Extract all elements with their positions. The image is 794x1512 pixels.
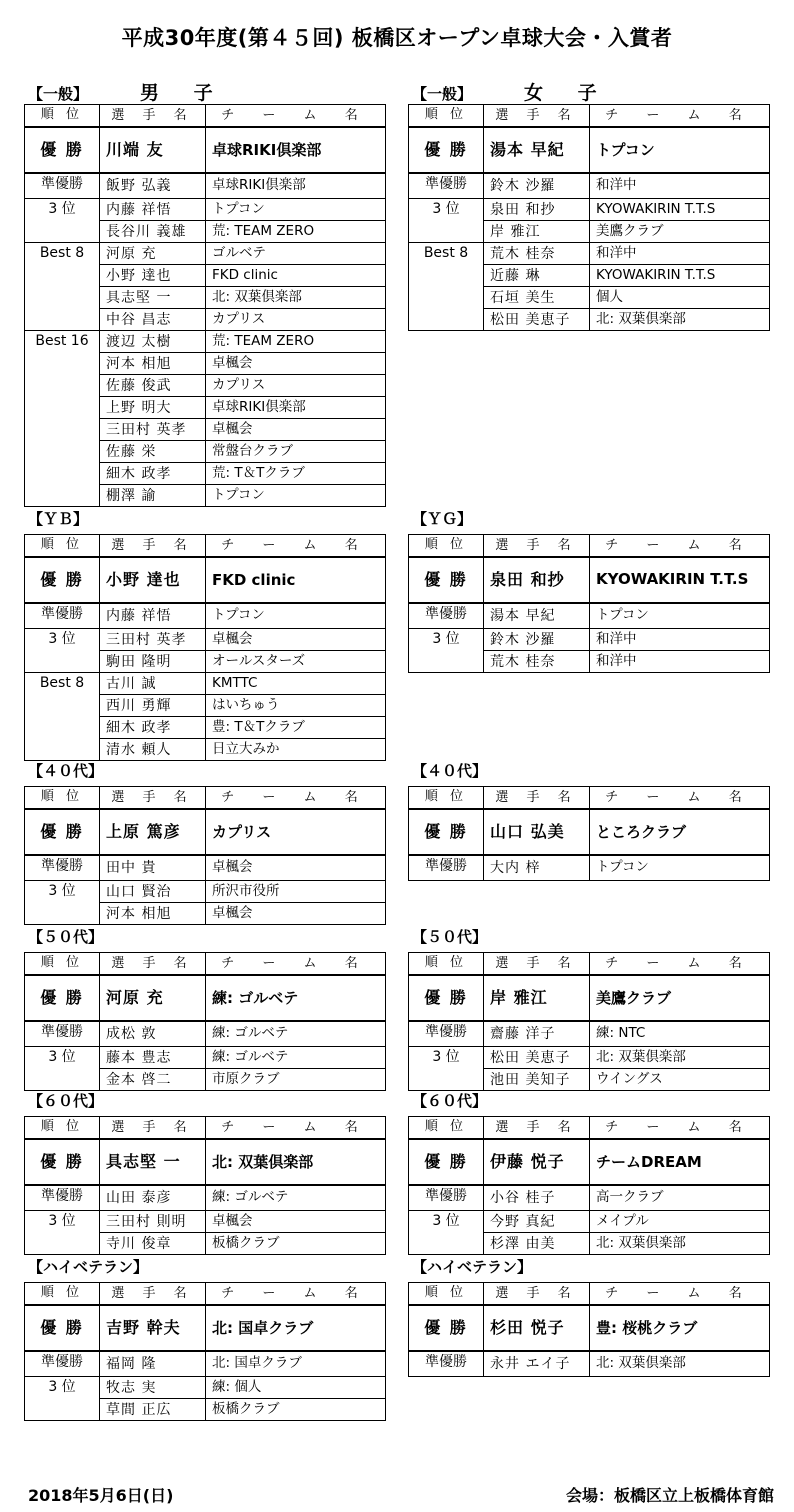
team-name-cell: 卓球RIKI倶楽部 xyxy=(206,397,386,419)
team-name-cell: 北: 双葉倶楽部 xyxy=(590,1047,770,1069)
player-name-cell: 佐藤 栄 xyxy=(100,441,206,463)
team-name-cell: カプリス xyxy=(206,375,386,397)
rank-cell: 優 勝 xyxy=(409,557,484,603)
player-name-cell: 今野 真紀 xyxy=(484,1211,590,1233)
rank-cell: 準優勝 xyxy=(25,1185,100,1211)
table-header-row xyxy=(409,1117,770,1140)
player-name-cell: 飯野 弘義 xyxy=(100,173,206,199)
column-header-name: 選 手 名 xyxy=(484,953,590,976)
team-name-cell: 荒: T＆Tクラブ xyxy=(206,463,386,485)
category-header xyxy=(28,760,103,781)
rank-cell: 3 位 xyxy=(409,1211,484,1255)
table-row xyxy=(25,603,386,629)
team-name-cell: 市原クラブ xyxy=(206,1069,386,1091)
column-header-rank: 順 位 xyxy=(409,535,484,558)
player-name-cell: 内藤 祥悟 xyxy=(100,603,206,629)
results-table xyxy=(24,104,386,507)
winner-row xyxy=(409,127,770,173)
category-header xyxy=(28,1090,103,1111)
player-name-cell: 山口 弘美 xyxy=(484,809,590,855)
winner-row xyxy=(25,975,386,1021)
team-name-cell: 板橋クラブ xyxy=(206,1233,386,1255)
table-row xyxy=(25,855,386,881)
team-name-cell: 荒: TEAM ZERO xyxy=(206,221,386,243)
footer-date: 2018年5月6日(日) xyxy=(28,1486,174,1505)
category-label: 【ＹＧ】 xyxy=(412,510,473,528)
rank-cell: 準優勝 xyxy=(409,603,484,629)
table-row xyxy=(409,199,770,221)
table-row xyxy=(409,243,770,265)
winner-row xyxy=(409,809,770,855)
table-header-row xyxy=(25,1283,386,1306)
team-name-cell: 日立大みか xyxy=(206,739,386,761)
rank-cell: 3 位 xyxy=(409,629,484,673)
category-label: 【５０代】 xyxy=(28,928,104,946)
team-name-cell: FKD clinic xyxy=(206,265,386,287)
rank-cell: 3 位 xyxy=(25,881,100,925)
player-name-cell: 田中 貴 xyxy=(100,855,206,881)
team-name-cell: ところクラブ xyxy=(590,809,770,855)
results-table xyxy=(24,1116,386,1255)
rank-cell: 準優勝 xyxy=(25,1351,100,1377)
team-name-cell: 練: 個人 xyxy=(206,1377,386,1399)
table-row xyxy=(409,1021,770,1047)
rank-cell: 優 勝 xyxy=(409,809,484,855)
column-header-name: 選 手 名 xyxy=(100,105,206,128)
team-name-cell: はいちゅう xyxy=(206,695,386,717)
player-name-cell: 石垣 美生 xyxy=(484,287,590,309)
team-name-cell: FKD clinic xyxy=(206,557,386,603)
results-table xyxy=(408,1282,770,1377)
player-name-cell: 三田村 英孝 xyxy=(100,629,206,651)
player-name-cell: 山田 泰彦 xyxy=(100,1185,206,1211)
player-name-cell: 泉田 和抄 xyxy=(484,199,590,221)
player-name-cell: 池田 美知子 xyxy=(484,1069,590,1091)
player-name-cell: 中谷 昌志 xyxy=(100,309,206,331)
player-name-cell: 成松 敦 xyxy=(100,1021,206,1047)
winner-row xyxy=(409,557,770,603)
column-header-rank: 順 位 xyxy=(409,105,484,128)
team-name-cell: メイプル xyxy=(590,1211,770,1233)
category-header xyxy=(412,1256,532,1277)
column-header-team: チ ー ム 名 xyxy=(590,535,770,558)
rank-cell: 準優勝 xyxy=(409,1185,484,1211)
table-row xyxy=(25,331,386,353)
player-name-cell: 吉野 幹夫 xyxy=(100,1305,206,1351)
player-name-cell: 清水 頼人 xyxy=(100,739,206,761)
player-name-cell: 湯本 早紀 xyxy=(484,127,590,173)
column-header-name: 選 手 名 xyxy=(100,787,206,810)
player-name-cell: 福岡 隆 xyxy=(100,1351,206,1377)
results-table xyxy=(408,534,770,673)
results-table xyxy=(24,952,386,1091)
team-name-cell: 卓球RIKI倶楽部 xyxy=(206,173,386,199)
player-name-cell: 山口 賢治 xyxy=(100,881,206,903)
rank-cell: 準優勝 xyxy=(25,603,100,629)
category-label: 【ハイベテラン】 xyxy=(412,1258,533,1276)
rank-cell: Best 8 xyxy=(409,243,484,331)
player-name-cell: 杉田 悦子 xyxy=(484,1305,590,1351)
team-name-cell: KMTTC xyxy=(206,673,386,695)
column-header-rank: 順 位 xyxy=(409,787,484,810)
column-header-name: 選 手 名 xyxy=(484,105,590,128)
rank-cell: 準優勝 xyxy=(409,1021,484,1047)
table-row xyxy=(25,1185,386,1211)
category-label: 【４０代】 xyxy=(412,762,488,780)
table-row xyxy=(25,673,386,695)
player-name-cell: 小野 達也 xyxy=(100,557,206,603)
column-header-team: チ ー ム 名 xyxy=(206,1283,386,1306)
player-name-cell: 西川 勇輝 xyxy=(100,695,206,717)
team-name-cell: トプコン xyxy=(590,127,770,173)
team-name-cell: 練: ゴルベテ xyxy=(206,1185,386,1211)
winner-row xyxy=(25,1139,386,1185)
team-name-cell: トプコン xyxy=(590,855,770,881)
column-header-rank: 順 位 xyxy=(409,1117,484,1140)
player-name-cell: 川端 友 xyxy=(100,127,206,173)
team-name-cell: トプコン xyxy=(590,603,770,629)
winner-row xyxy=(25,809,386,855)
category-label: 【６０代】 xyxy=(28,1092,104,1110)
team-name-cell: カプリス xyxy=(206,809,386,855)
rank-cell: Best 8 xyxy=(25,673,100,761)
footer-venue: 会場：板橋区立上板橋体育館 xyxy=(565,1486,774,1505)
team-name-cell: 練: ゴルベテ xyxy=(206,1021,386,1047)
category-label: 【ＹＢ】 xyxy=(28,510,89,528)
team-name-text: KYOWAKIRIN T.T.S xyxy=(596,570,749,589)
team-name-cell: 練: ゴルベテ xyxy=(206,1047,386,1069)
table-row xyxy=(25,173,386,199)
table-row xyxy=(25,243,386,265)
team-name-cell: 練: ゴルベテ xyxy=(206,975,386,1021)
category-header xyxy=(28,926,103,947)
rank-cell: 準優勝 xyxy=(25,1021,100,1047)
team-name-cell: トプコン xyxy=(206,485,386,507)
table-row xyxy=(25,199,386,221)
team-name-cell: 北: 双葉倶楽部 xyxy=(590,1351,770,1377)
category-header xyxy=(28,78,227,105)
team-name-cell: 和洋中 xyxy=(590,651,770,673)
rank-cell: 3 位 xyxy=(25,199,100,243)
rank-cell: 優 勝 xyxy=(409,127,484,173)
column-header-team: チ ー ム 名 xyxy=(590,1117,770,1140)
table-row xyxy=(25,629,386,651)
player-name-cell: 佐藤 俊武 xyxy=(100,375,206,397)
player-name-cell: 鈴木 沙羅 xyxy=(484,173,590,199)
rank-cell: 優 勝 xyxy=(409,1305,484,1351)
player-name-cell: 河本 相旭 xyxy=(100,903,206,925)
results-table xyxy=(408,786,770,881)
player-name-cell: 長谷川 義雄 xyxy=(100,221,206,243)
player-name-cell: 松田 美恵子 xyxy=(484,1047,590,1069)
winner-row xyxy=(25,1305,386,1351)
player-name-cell: 泉田 和抄 xyxy=(484,557,590,603)
team-name-cell: 和洋中 xyxy=(590,243,770,265)
team-name-cell: 豊: T＆Tクラブ xyxy=(206,717,386,739)
team-name-cell: オールスターズ xyxy=(206,651,386,673)
team-name-cell: 卓楓会 xyxy=(206,855,386,881)
category-label: 【６０代】 xyxy=(412,1092,488,1110)
team-name-cell: 美鷹クラブ xyxy=(590,221,770,243)
player-name-cell: 松田 美恵子 xyxy=(484,309,590,331)
column-header-rank: 順 位 xyxy=(25,105,100,128)
gender-label: 男 子 xyxy=(140,82,227,104)
rank-cell: 優 勝 xyxy=(409,1139,484,1185)
rank-cell: 準優勝 xyxy=(25,855,100,881)
rank-cell: 優 勝 xyxy=(409,975,484,1021)
team-name-cell: KYOWAKIRIN T.T.S xyxy=(590,199,770,221)
column-header-team: チ ー ム 名 xyxy=(206,953,386,976)
winner-row xyxy=(409,1305,770,1351)
player-name-cell: 細木 政孝 xyxy=(100,463,206,485)
team-name-cell: 卓楓会 xyxy=(206,1211,386,1233)
category-label: 【一般】 xyxy=(412,85,473,103)
player-name-cell: 湯本 早紀 xyxy=(484,603,590,629)
player-name-cell: 近藤 琳 xyxy=(484,265,590,287)
column-header-name: 選 手 名 xyxy=(100,953,206,976)
player-name-cell: 具志堅 一 xyxy=(100,287,206,309)
rank-cell: 3 位 xyxy=(409,1047,484,1091)
column-header-name: 選 手 名 xyxy=(484,1283,590,1306)
results-table xyxy=(408,104,770,331)
column-header-team: チ ー ム 名 xyxy=(206,1117,386,1140)
table-row xyxy=(25,1047,386,1069)
team-name-cell: 高一クラブ xyxy=(590,1185,770,1211)
category-header xyxy=(412,78,611,105)
winner-row xyxy=(25,127,386,173)
results-table xyxy=(24,534,386,761)
team-name-cell xyxy=(590,557,770,603)
table-header-row xyxy=(25,787,386,810)
table-header-row xyxy=(25,1117,386,1140)
category-label: 【一般】 xyxy=(28,85,89,103)
rank-cell: 3 位 xyxy=(25,1211,100,1255)
rank-cell: Best 8 xyxy=(25,243,100,331)
table-header-row xyxy=(409,953,770,976)
table-header-row xyxy=(409,105,770,128)
player-name-cell: 棚澤 諭 xyxy=(100,485,206,507)
player-name-cell: 三田村 英孝 xyxy=(100,419,206,441)
team-name-cell: 北: 双葉倶楽部 xyxy=(590,1233,770,1255)
column-header-team: チ ー ム 名 xyxy=(206,535,386,558)
table-row xyxy=(409,1351,770,1377)
column-header-team: チ ー ム 名 xyxy=(590,1283,770,1306)
team-name-cell: 所沢市役所 xyxy=(206,881,386,903)
player-name-cell: 岸 雅江 xyxy=(484,221,590,243)
table-row xyxy=(25,1377,386,1399)
team-name-cell: 北: 国卓クラブ xyxy=(206,1305,386,1351)
team-name-cell: 板橋クラブ xyxy=(206,1399,386,1421)
category-header xyxy=(412,508,472,529)
rank-cell: Best 16 xyxy=(25,331,100,507)
team-name-cell: 荒: TEAM ZERO xyxy=(206,331,386,353)
team-name-cell: トプコン xyxy=(206,199,386,221)
team-name-cell: 豊: 桜桃クラブ xyxy=(590,1305,770,1351)
team-name-cell: 美鷹クラブ xyxy=(590,975,770,1021)
table-header-row xyxy=(25,535,386,558)
team-name-cell: 北: 双葉倶楽部 xyxy=(206,1139,386,1185)
rank-cell: 3 位 xyxy=(25,629,100,673)
table-header-row xyxy=(409,1283,770,1306)
table-row xyxy=(409,603,770,629)
rank-cell: 3 位 xyxy=(25,1047,100,1091)
team-name-cell: 和洋中 xyxy=(590,629,770,651)
category-header xyxy=(28,508,88,529)
column-header-rank: 順 位 xyxy=(25,1117,100,1140)
player-name-cell: 草間 正広 xyxy=(100,1399,206,1421)
rank-cell: 準優勝 xyxy=(409,1351,484,1377)
team-name-cell: 卓楓会 xyxy=(206,903,386,925)
player-name-cell: 齋藤 洋子 xyxy=(484,1021,590,1047)
rank-cell: 3 位 xyxy=(25,1377,100,1421)
table-header-row xyxy=(25,105,386,128)
player-name-cell: 岸 雅江 xyxy=(484,975,590,1021)
results-table xyxy=(24,1282,386,1421)
results-table xyxy=(24,786,386,925)
player-name-cell: 河原 充 xyxy=(100,975,206,1021)
column-header-rank: 順 位 xyxy=(25,1283,100,1306)
column-header-team: チ ー ム 名 xyxy=(590,787,770,810)
team-name-cell: 北: 双葉倶楽部 xyxy=(590,309,770,331)
rank-cell: 優 勝 xyxy=(25,1139,100,1185)
player-name-cell: 駒田 隆明 xyxy=(100,651,206,673)
player-name-cell: 内藤 祥悟 xyxy=(100,199,206,221)
category-header xyxy=(412,760,487,781)
table-row xyxy=(409,173,770,199)
column-header-team: チ ー ム 名 xyxy=(206,787,386,810)
rank-cell: 優 勝 xyxy=(25,975,100,1021)
rank-cell: 準優勝 xyxy=(25,173,100,199)
team-name-cell: 卓楓会 xyxy=(206,419,386,441)
team-name-cell: ウイングス xyxy=(590,1069,770,1091)
column-header-team: チ ー ム 名 xyxy=(590,105,770,128)
player-name-cell: 上原 篤彦 xyxy=(100,809,206,855)
team-name-cell: 個人 xyxy=(590,287,770,309)
team-name-cell: 北: 国卓クラブ xyxy=(206,1351,386,1377)
player-name-cell: 鈴木 沙羅 xyxy=(484,629,590,651)
player-name-cell: 小野 達也 xyxy=(100,265,206,287)
rank-cell: 優 勝 xyxy=(25,1305,100,1351)
table-row xyxy=(25,1021,386,1047)
player-name-cell: 小谷 桂子 xyxy=(484,1185,590,1211)
player-name-cell: 伊藤 悦子 xyxy=(484,1139,590,1185)
gender-label: 女 子 xyxy=(524,82,611,104)
results-table xyxy=(408,952,770,1091)
table-header-row xyxy=(409,787,770,810)
team-name-cell: 卓楓会 xyxy=(206,353,386,375)
table-row xyxy=(25,1211,386,1233)
team-name-cell: 和洋中 xyxy=(590,173,770,199)
page-title: 平成30年度(第４５回) 板橋区オープン卓球大会・入賞者 xyxy=(121,26,673,50)
team-name-cell: 練: NTC xyxy=(590,1021,770,1047)
team-name-cell: 常盤台クラブ xyxy=(206,441,386,463)
column-header-name: 選 手 名 xyxy=(484,1117,590,1140)
table-row xyxy=(25,881,386,903)
team-name-cell: トプコン xyxy=(206,603,386,629)
column-header-rank: 順 位 xyxy=(25,953,100,976)
category-header xyxy=(412,1090,487,1111)
rank-cell: 優 勝 xyxy=(25,809,100,855)
column-header-team: チ ー ム 名 xyxy=(590,953,770,976)
winner-row xyxy=(409,975,770,1021)
team-name-cell: 卓球RIKI倶楽部 xyxy=(206,127,386,173)
player-name-cell: 永井 エイ子 xyxy=(484,1351,590,1377)
player-name-cell: 具志堅 一 xyxy=(100,1139,206,1185)
column-header-name: 選 手 名 xyxy=(100,1117,206,1140)
player-name-cell: 渡辺 太樹 xyxy=(100,331,206,353)
column-header-name: 選 手 名 xyxy=(100,1283,206,1306)
player-name-cell: 河原 充 xyxy=(100,243,206,265)
player-name-cell: 古川 誠 xyxy=(100,673,206,695)
column-header-rank: 順 位 xyxy=(25,787,100,810)
column-header-rank: 順 位 xyxy=(409,953,484,976)
player-name-cell: 藤本 豊志 xyxy=(100,1047,206,1069)
team-name-cell: チームDREAM xyxy=(590,1139,770,1185)
category-header xyxy=(28,1256,148,1277)
team-name-cell: カプリス xyxy=(206,309,386,331)
table-header-row xyxy=(25,953,386,976)
player-name-cell: 上野 明大 xyxy=(100,397,206,419)
player-name-cell: 荒木 桂奈 xyxy=(484,243,590,265)
winner-row xyxy=(409,1139,770,1185)
player-name-cell: 杉澤 由美 xyxy=(484,1233,590,1255)
category-header xyxy=(412,926,487,947)
rank-cell: 準優勝 xyxy=(409,173,484,199)
player-name-cell: 荒木 桂奈 xyxy=(484,651,590,673)
team-name-cell: ゴルベテ xyxy=(206,243,386,265)
table-row xyxy=(409,1211,770,1233)
column-header-rank: 順 位 xyxy=(409,1283,484,1306)
rank-cell: 優 勝 xyxy=(25,557,100,603)
team-name-cell: KYOWAKIRIN T.T.S xyxy=(590,265,770,287)
category-label: 【ハイベテラン】 xyxy=(28,1258,149,1276)
column-header-team: チ ー ム 名 xyxy=(206,105,386,128)
rank-cell: 準優勝 xyxy=(409,855,484,881)
column-header-name: 選 手 名 xyxy=(484,535,590,558)
player-name-cell: 金本 啓二 xyxy=(100,1069,206,1091)
results-table xyxy=(408,1116,770,1255)
table-header-row xyxy=(409,535,770,558)
player-name-cell: 河本 相旭 xyxy=(100,353,206,375)
category-label: 【５０代】 xyxy=(412,928,488,946)
player-name-cell: 寺川 俊章 xyxy=(100,1233,206,1255)
team-name-cell: 卓楓会 xyxy=(206,629,386,651)
rank-cell: 優 勝 xyxy=(25,127,100,173)
column-header-rank: 順 位 xyxy=(25,535,100,558)
table-row xyxy=(409,855,770,881)
player-name-cell: 大内 梓 xyxy=(484,855,590,881)
player-name-cell: 三田村 則明 xyxy=(100,1211,206,1233)
table-row xyxy=(409,1185,770,1211)
player-name-cell: 細木 政孝 xyxy=(100,717,206,739)
table-row xyxy=(409,1047,770,1069)
column-header-name: 選 手 名 xyxy=(484,787,590,810)
team-name-cell: 北: 双葉倶楽部 xyxy=(206,287,386,309)
column-header-name: 選 手 名 xyxy=(100,535,206,558)
table-row xyxy=(25,1351,386,1377)
table-row xyxy=(409,629,770,651)
rank-cell: 3 位 xyxy=(409,199,484,243)
winner-row xyxy=(25,557,386,603)
category-label: 【４０代】 xyxy=(28,762,104,780)
player-name-cell: 牧志 実 xyxy=(100,1377,206,1399)
